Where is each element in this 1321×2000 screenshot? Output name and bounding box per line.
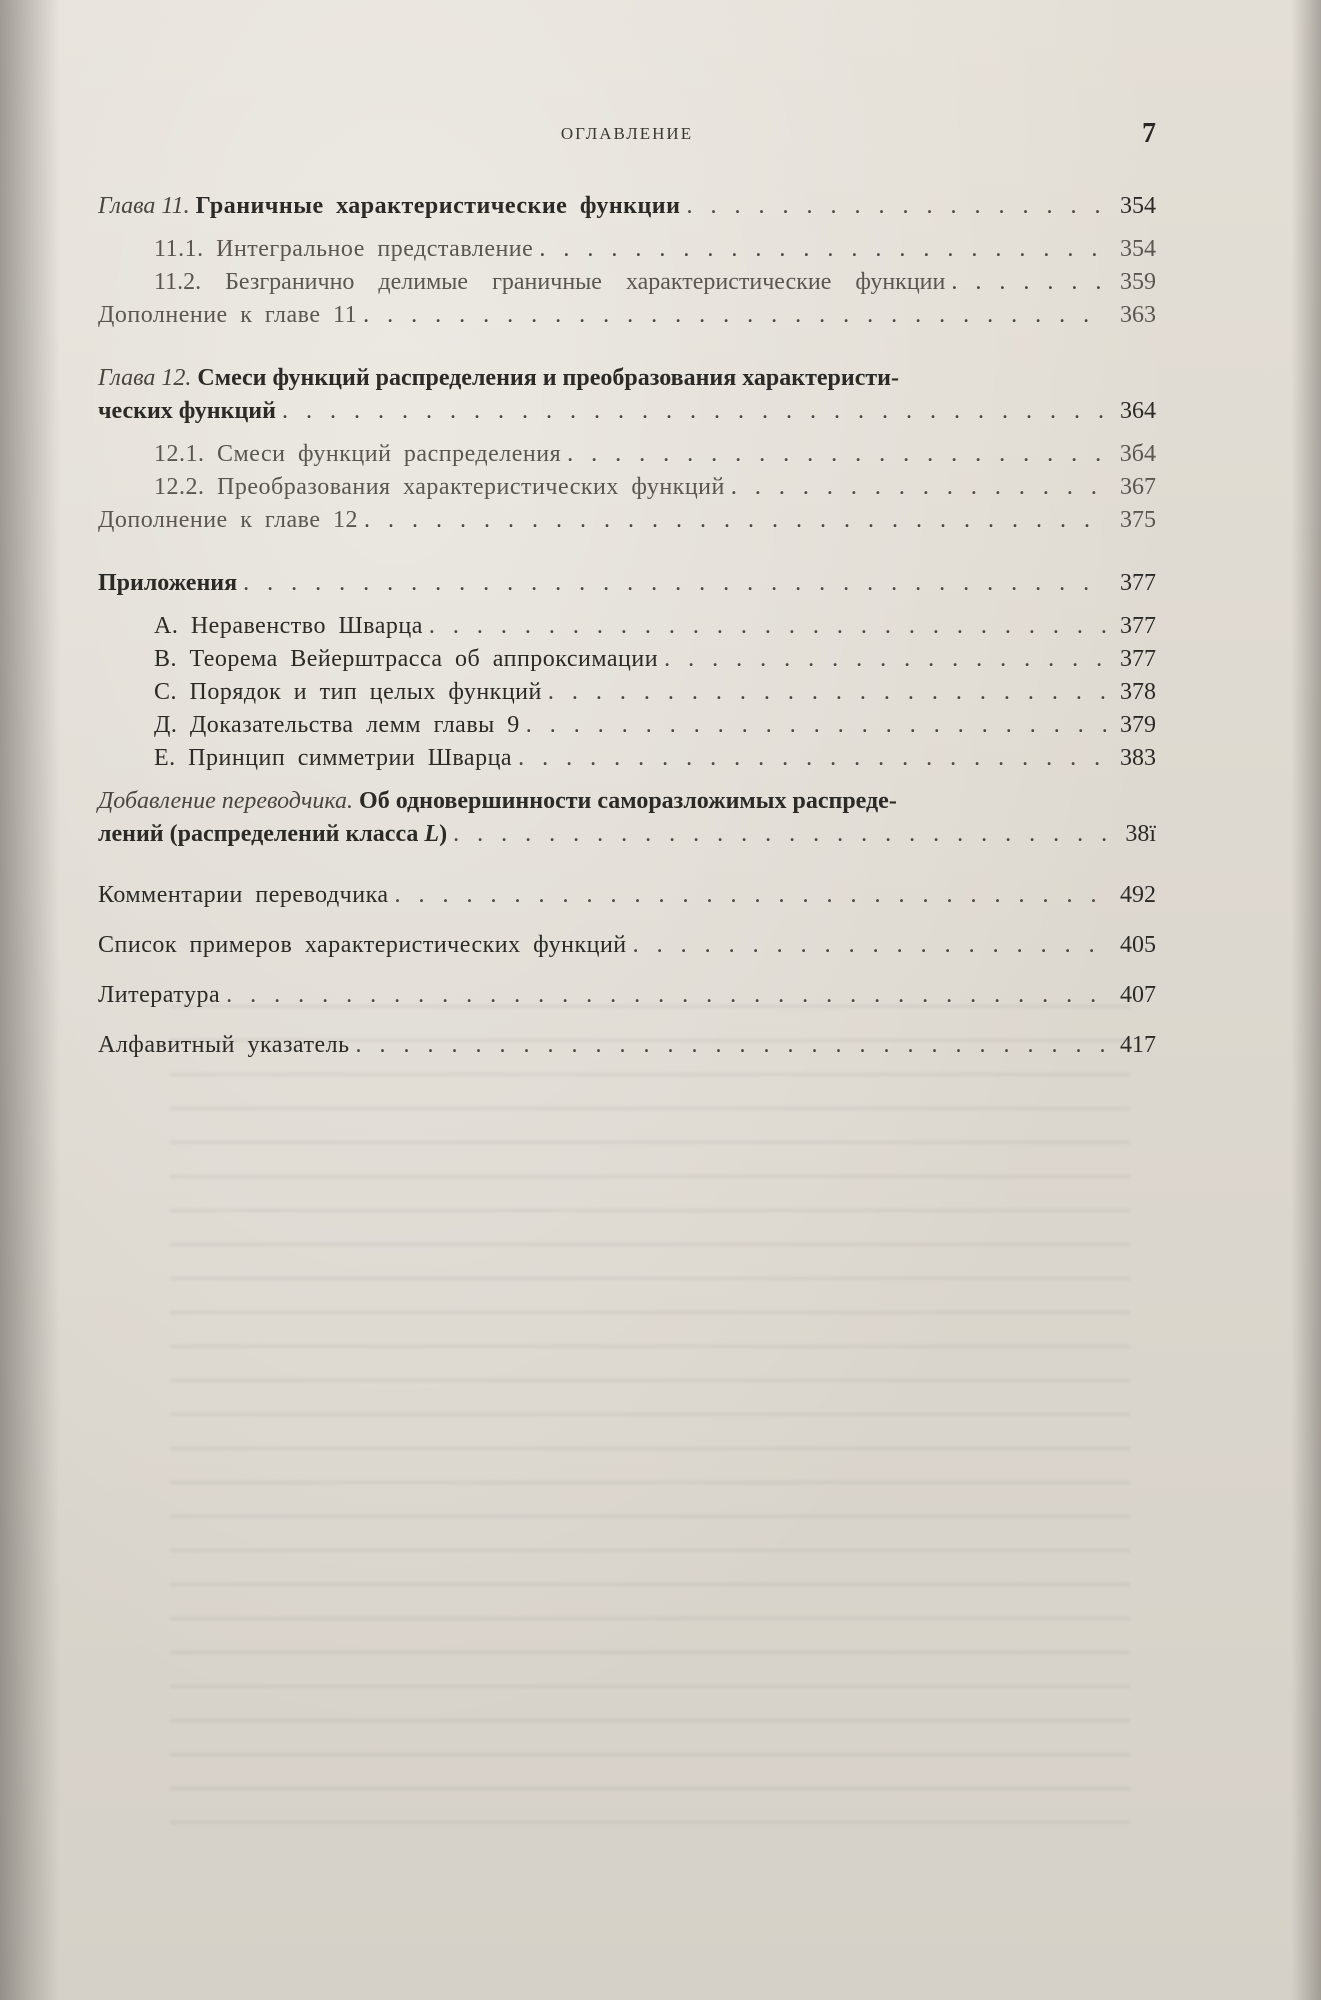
page-ref: 3б4 [1119,441,1156,467]
supplement-title: Дополнение к главе 12 [98,507,358,533]
toc-entry-supplement-11[interactable] [98,299,1156,332]
appendix-title: А. Неравенство Шварца [154,613,423,639]
supplement-title: Дополнение к главе 11 [98,302,358,328]
page-ref: 354 [1120,193,1156,219]
table-of-contents [98,190,1156,1065]
chapter-title: Граничные характеристические функции [195,193,681,219]
section-title: 11.2. Безгранично делимые граничные характеристические функции [154,269,946,295]
dot-leader [951,266,1108,299]
page-ref: 379 [1120,712,1156,738]
toc-entry-section-11-2[interactable] [98,266,1156,299]
appendix-title: В. Теорема Вейерштрасса об аппроксимации [154,646,659,672]
page-ref: 377 [1120,646,1156,672]
page-number: 7 [1142,118,1156,149]
toc-entry-appendix-a[interactable] [98,610,1156,643]
addition-title-line2: лений (распределений класса [98,821,425,847]
page-ref: 383 [1120,745,1156,771]
page-ref: 38ї [1125,821,1156,847]
dot-leader [282,395,1108,428]
chapter-title-line2: ческих функций [98,398,276,424]
page-ref: 417 [1120,1032,1156,1058]
dot-leader [633,925,1108,965]
dot-leader [539,233,1108,266]
addition-title-line1: Об одновершинности саморазложимых распреде- [359,788,897,814]
toc-entry-chapter-12-line1[interactable] [98,362,1156,395]
dot-leader [453,818,1108,851]
dot-leader [518,742,1108,775]
back-matter-title: Литература [98,982,221,1008]
page-ref: 363 [1120,302,1156,328]
toc-entry-examples-list[interactable] [98,925,1156,965]
dot-leader [429,610,1108,643]
page-ref: 378 [1120,679,1156,705]
toc-entry-index[interactable] [98,1025,1156,1065]
dot-leader [548,676,1108,709]
dot-leader [356,1025,1108,1065]
page-ref: 405 [1120,932,1156,958]
toc-entry-supplement-12[interactable] [98,504,1156,537]
page-ref: 492 [1120,882,1156,908]
toc-entry-translator-addition-line1[interactable] [98,785,1156,818]
appendix-title: Е. Принцип симметрии Шварца [154,745,513,771]
bleed-through-text [170,1005,1130,1825]
chapter-title-line1: Смеси функций распределения и преобразования характеристи- [197,365,899,391]
section-title: 11.1. Интегральное представление [154,236,534,262]
running-title: ОГЛАВЛЕНИЕ [560,124,694,143]
page-header [98,118,1156,158]
toc-entry-literature[interactable] [98,975,1156,1015]
page-ref: 367 [1120,474,1156,500]
chapter-label: Глава 12. [98,365,192,391]
section-title: 12.1. Смеси функций распределения [154,441,562,467]
addition-label: Добавление переводчика. [98,788,354,814]
toc-entry-section-12-2[interactable] [98,471,1156,504]
addition-title-line2-end: ) [439,821,448,847]
toc-entry-section-11-1[interactable] [98,233,1156,266]
toc-entry-appendix-d[interactable] [98,709,1156,742]
page-ref: 375 [1120,507,1156,533]
dot-leader [664,643,1108,676]
dot-leader [686,190,1108,223]
toc-entry-appendix-b[interactable] [98,643,1156,676]
section-title: 12.2. Преобразования характеристических функций [154,474,725,500]
toc-entry-chapter-12-line2[interactable] [98,395,1156,428]
back-matter-title: Комментарии переводчика [98,882,389,908]
appendices-title: Приложения [98,570,238,596]
page-ref: 377 [1120,570,1156,596]
toc-entry-appendix-e[interactable] [98,742,1156,775]
appendix-title: С. Порядок и тип целых функций [154,679,542,705]
dot-leader [526,709,1108,742]
toc-entry-translator-addition-line2[interactable] [98,818,1156,851]
appendix-title: Д. Доказательства лемм главы 9 [154,712,520,738]
toc-entry-translator-comments[interactable] [98,875,1156,915]
dot-leader [363,299,1108,332]
class-variable: L [424,821,440,847]
dot-leader [243,567,1108,600]
dot-leader [731,471,1108,504]
chapter-label: Глава 11. [98,193,190,219]
page-ref: 354 [1120,236,1156,262]
dot-leader [395,875,1108,915]
toc-entry-appendices[interactable] [98,567,1156,600]
dot-leader [567,438,1108,471]
page-ref: 359 [1120,269,1156,295]
dot-leader [364,504,1108,537]
page-ref: 407 [1120,982,1156,1008]
toc-entry-chapter-11[interactable] [98,190,1156,223]
back-matter-title: Алфавитный указатель [98,1032,350,1058]
toc-entry-section-12-1[interactable] [98,438,1156,471]
back-matter-title: Список примеров характеристических функций [98,932,627,958]
toc-entry-appendix-c[interactable] [98,676,1156,709]
page-ref: 377 [1120,613,1156,639]
page-ref: 364 [1120,398,1156,424]
dot-leader [226,975,1108,1015]
